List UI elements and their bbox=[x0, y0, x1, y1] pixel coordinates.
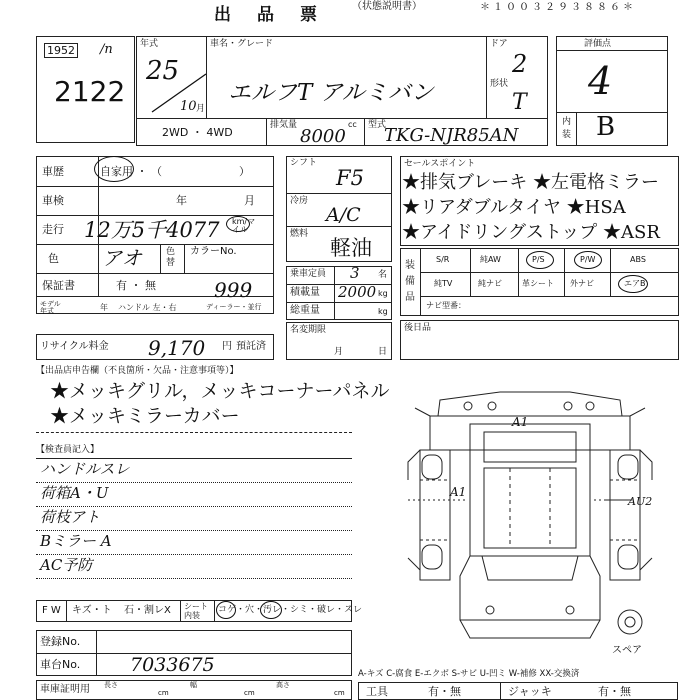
inspector-note-4: Bミラー A bbox=[40, 532, 112, 550]
year-slash-mark bbox=[150, 70, 210, 116]
sales-points-label: セールスポイント bbox=[404, 159, 476, 169]
diagram-mark-top: A1 bbox=[512, 415, 529, 429]
repaint-label: 色替 bbox=[166, 247, 176, 268]
history-label: 車歴 bbox=[42, 165, 64, 178]
displacement-label: 排気量 bbox=[270, 120, 298, 130]
color-label: 色 bbox=[48, 252, 59, 265]
color-value: アオ bbox=[102, 246, 142, 270]
equip-leather: 革シート bbox=[522, 279, 554, 288]
chassis-label: 車台No. bbox=[40, 658, 81, 671]
fw-label: F W bbox=[42, 605, 61, 616]
inspector-notes-label: 【検査員記入】 bbox=[36, 445, 100, 455]
registration-label: 登録No. bbox=[40, 635, 81, 648]
tools-label: 工具 bbox=[366, 685, 388, 698]
sales-point-1: ★排気ブレーキ ★左電格ミラー bbox=[402, 172, 660, 193]
load-unit: kg bbox=[378, 289, 388, 298]
exhibitor-note-1: ★メッキグリル，メッキコーナーパネル bbox=[50, 380, 390, 402]
load-label: 積載量 bbox=[290, 287, 320, 298]
vehicle-diagram bbox=[400, 380, 690, 652]
year-value: 25 bbox=[146, 56, 180, 86]
inspector-note-2: 荷箱A・U bbox=[40, 484, 109, 502]
load-value: 2000 bbox=[338, 283, 377, 301]
later-fit-box bbox=[400, 320, 679, 360]
seat-label: シート内装 bbox=[184, 602, 208, 620]
model-type-label: 型式 bbox=[368, 120, 387, 130]
cert-width: 幅 bbox=[190, 681, 197, 689]
equip-alloy: 純AW bbox=[480, 255, 501, 264]
cooler-value: A/C bbox=[326, 204, 361, 226]
model-value: エルフT アルミバン bbox=[228, 80, 434, 106]
handle-options: ハンドル 左・右 bbox=[118, 303, 177, 312]
seat-items: コゲ・穴・汚レ・シミ・破レ・スレ bbox=[218, 605, 363, 615]
equip-ps-circle bbox=[526, 251, 554, 269]
mileage-label: 走行 bbox=[42, 223, 64, 236]
equip-abs: ABS bbox=[630, 255, 646, 264]
name-change-month: 月 bbox=[334, 347, 344, 357]
seat-stain-circle bbox=[260, 601, 282, 619]
name-change-day: 日 bbox=[378, 347, 388, 357]
inspector-note-3: 荷枝アト bbox=[40, 508, 101, 526]
shape-label: 形状 bbox=[490, 79, 509, 89]
inspector-note-5: AC予防 bbox=[40, 556, 93, 574]
recycle-unit: 円 bbox=[222, 341, 232, 352]
shift-label: シフト bbox=[290, 158, 318, 168]
equip-ext-navi: 外ナビ bbox=[570, 279, 594, 288]
equip-tv: 純TV bbox=[434, 279, 453, 288]
shape-value: T bbox=[512, 90, 527, 115]
recycle-value: 9,170 bbox=[148, 336, 206, 360]
total-weight-unit: kg bbox=[378, 307, 388, 316]
equip-sr: S/R bbox=[436, 255, 450, 264]
history-options: 自家用 ・ （ ） bbox=[100, 165, 250, 178]
shift-value: F5 bbox=[336, 166, 364, 190]
displacement-value: 8000 bbox=[300, 126, 346, 147]
fuel-value: 軽油 bbox=[330, 236, 372, 260]
chassis-value: 7033675 bbox=[130, 654, 215, 676]
cert-length: 長さ bbox=[104, 681, 118, 689]
seat-burn-circle bbox=[216, 601, 236, 619]
year-month-suffix: 月 bbox=[196, 104, 206, 114]
spare-label: スペア bbox=[612, 645, 642, 656]
equipment-label: 装備品 bbox=[405, 260, 415, 303]
rating-value: 4 bbox=[588, 59, 613, 103]
history-private-circle bbox=[94, 156, 134, 182]
warranty-options: 有 ・ 無 bbox=[116, 279, 156, 292]
color-no-value: 999 bbox=[214, 278, 253, 302]
capacity-label: 乗車定員 bbox=[290, 269, 327, 279]
equip-navi: 純ナビ bbox=[478, 279, 502, 288]
model-label: 車名・グレード bbox=[210, 39, 274, 49]
recycle-status: 預託済 bbox=[236, 341, 266, 352]
warranty-label: 保証書 bbox=[42, 279, 75, 292]
mileage-km-circle bbox=[226, 216, 250, 232]
door-value: 2 bbox=[512, 50, 528, 78]
drive-options: 2WD ・ 4WD bbox=[162, 126, 233, 139]
model-year-year: 年 bbox=[100, 303, 108, 312]
capacity-value: 3 bbox=[350, 264, 360, 282]
cert-label: 車庫証明用 bbox=[40, 684, 90, 695]
lot-number: 2122 bbox=[54, 75, 126, 108]
door-label: ドア bbox=[490, 39, 508, 49]
tools-options: 有・無 bbox=[428, 685, 461, 698]
inspection-month: 月 bbox=[244, 194, 255, 207]
diagram-mark-right: AU2 bbox=[628, 495, 653, 508]
rating-label: 評価点 bbox=[584, 39, 612, 49]
equip-airbag-circle bbox=[618, 275, 648, 293]
sales-point-2: ★リアダブルタイヤ ★HSA bbox=[402, 197, 626, 218]
cert-height-unit: cm bbox=[334, 689, 345, 697]
model-type-value: TKG-NJR85AN bbox=[384, 125, 519, 146]
recycle-label: リサイクル料金 bbox=[40, 341, 109, 352]
later-fit-label: 後日品 bbox=[404, 323, 432, 333]
jack-options: 有・無 bbox=[598, 685, 631, 698]
exhibitor-note-2: ★メッキミラーカバー bbox=[50, 405, 240, 427]
lot-unit: /n bbox=[100, 42, 113, 57]
cooler-label: 冷房 bbox=[290, 196, 309, 206]
dealer-options: ディーラー・並行 bbox=[206, 303, 262, 311]
sales-point-3: ★アイドリングストップ ★ASR bbox=[402, 222, 660, 243]
form-subtitle: （状態説明書） bbox=[352, 1, 422, 12]
lot-year-box: 1952 bbox=[44, 43, 78, 58]
fuel-label: 燃料 bbox=[290, 229, 309, 239]
inspection-year: 年 bbox=[176, 194, 187, 207]
equip-pw-circle bbox=[574, 251, 602, 269]
capacity-unit: 名 bbox=[378, 270, 388, 280]
equip-airbag: エアB bbox=[624, 279, 646, 288]
cert-length-unit: cm bbox=[158, 689, 169, 697]
interior-value: B bbox=[596, 112, 616, 142]
displacement-unit: cc bbox=[348, 120, 357, 129]
equip-pw: P/W bbox=[580, 255, 596, 264]
form-title: 出品票 bbox=[214, 5, 343, 25]
cert-height: 高さ bbox=[276, 681, 290, 689]
model-year-label: モデル年式 bbox=[40, 300, 61, 315]
document-number: ＊１００３２９３８８６＊ bbox=[480, 2, 636, 13]
navi-model-label: ナビ型番： bbox=[426, 301, 466, 310]
glass-items: 石・割レX bbox=[124, 605, 171, 616]
name-change-label: 名変期限 bbox=[290, 325, 327, 335]
color-no-label: カラーNo. bbox=[190, 246, 237, 257]
exhibitor-notes-label: 【出品店申告欄（不良箇所・欠品・注意事項等）】 bbox=[36, 366, 239, 376]
inspection-label: 車検 bbox=[42, 194, 64, 207]
mileage-value: 12万5千4077 bbox=[84, 218, 220, 242]
damage-items: キズ・ト bbox=[72, 605, 112, 616]
cert-width-unit: cm bbox=[244, 689, 255, 697]
jack-label: ジャッキ bbox=[508, 685, 552, 698]
diagram-mark-side: A1 bbox=[450, 485, 467, 499]
interior-label: 内装 bbox=[562, 117, 572, 140]
year-month: 10 bbox=[180, 99, 197, 114]
total-weight-label: 総重量 bbox=[290, 305, 320, 316]
equip-ps: P/S bbox=[532, 255, 545, 264]
mileage-unit: km/マイル bbox=[232, 217, 256, 234]
inspector-note-1: ハンドルスレ bbox=[40, 460, 130, 478]
damage-legend: A-キズ C-腐食 E-エクボ S-サビ U-凹ミ W-補修 XX-交換済 bbox=[358, 669, 580, 679]
year-label: 年式 bbox=[140, 39, 159, 49]
